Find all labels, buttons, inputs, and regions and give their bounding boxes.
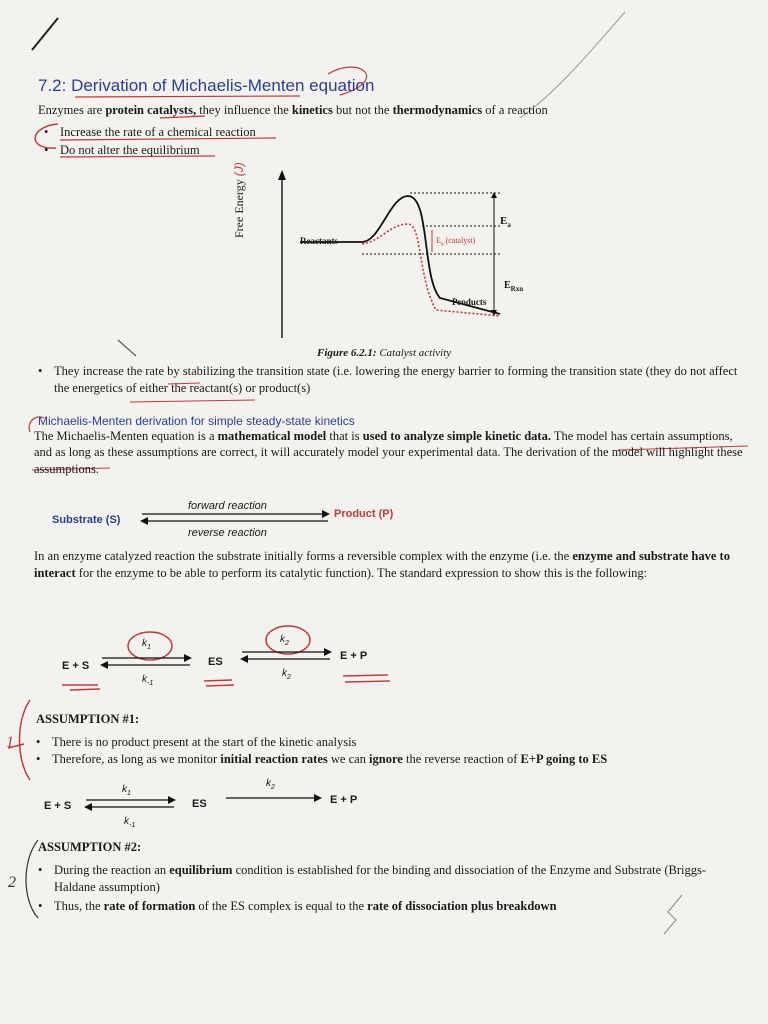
reactants-label: Reactants <box>300 236 338 246</box>
margin-mark-1: 1 <box>6 734 14 751</box>
ea-label: $E_a$ <box>500 215 511 230</box>
scheme1-k2: $k_2$ <box>280 634 289 647</box>
assumption2-bullet-1: • During the reaction an equilibrium condition is established for the binding and dissociation of the Enzyme and Substrate (Briggs-Haldane assumption) <box>54 862 744 895</box>
assumption1-bullet-1: • There is no product present at the start of the kinetic analysis <box>52 734 356 751</box>
subheading: Michaelis-Menten derivation for simple steady-state kinetics <box>38 414 355 428</box>
assumption2-title: ASSUMPTION #2: <box>38 840 142 854</box>
reverse-reaction-label: reverse reaction <box>188 527 267 539</box>
scheme1-km1: $k_{-1}$ <box>142 674 154 687</box>
intro-bullet-1: • Increase the rate of a chemical reaction <box>60 124 256 141</box>
ea-catalyst-label: $E_a$ (catalyst) <box>436 236 476 248</box>
scheme2-k2: $k_2$ <box>266 778 275 791</box>
mm-paragraph: The Michaelis-Menten equation is a mathematical model that is used to analyze simple kinetic data. The model has certain assumptions, and as long as these assumptions are correct, it will accurately model your experimental data. The derivation of the model will highlight these assumptions. <box>34 429 743 476</box>
scheme2-km1: $k_{-1}$ <box>124 816 136 829</box>
assumption1-bullet-2: • Therefore, as long as we monitor initial reaction rates we can ignore the reverse reaction of E+P going to ES <box>52 751 712 768</box>
complex-paragraph: In an enzyme catalyzed reaction the substrate initially forms a reversible complex with the enzyme (i.e. the enzyme and substrate have to interact for the enzyme to be able to perform its catalytic function). The standard expression to show this is the following: <box>34 549 730 580</box>
figure-caption: Figure 6.2.1: Catalyst activity <box>317 347 452 359</box>
energy-diagram <box>250 168 540 348</box>
substrate-label: Substrate (S) <box>52 514 121 526</box>
y-axis-label: Free Energy (J) <box>232 162 246 238</box>
assumption2-bullet-2: • Thus, the rate of formation of the ES complex is equal to the rate of dissociation plus breakdown <box>54 898 744 915</box>
scheme2-complex: ES <box>192 798 207 810</box>
scheme1-product: E + P <box>340 650 368 662</box>
scheme1-km2: $k_2$ <box>282 668 291 681</box>
scheme1-complex: ES <box>208 656 223 668</box>
scheme1-arrow-2 <box>238 646 334 664</box>
scheme1-arrow-1 <box>98 652 194 670</box>
page-title: 7.2: Derivation of Michaelis-Menten equation <box>38 76 375 95</box>
transition-bullet: • They increase the rate by stabilizing the transition state (i.e. lowering the energy barrier to forming the transition state (they do not affect the energetics of either the reactant(s) or product(s) <box>54 363 744 396</box>
scheme2-product: E + P <box>330 794 358 806</box>
scheme1-es: E + S <box>62 660 90 672</box>
products-label: Products <box>452 297 487 307</box>
margin-mark-2: 2 <box>8 874 16 891</box>
scheme2-es: E + S <box>44 800 72 812</box>
scheme2-k1: $k_1$ <box>122 784 131 797</box>
assumption1-title: ASSUMPTION #1: <box>36 712 140 726</box>
scheme1-k1: $k_1$ <box>142 638 151 651</box>
erxn-label: $E_{Rxn}$ <box>504 280 524 293</box>
scheme2-arrow-2 <box>224 792 324 804</box>
forward-reaction-label: forward reaction <box>188 500 267 512</box>
intro-bullet-2: • Do not alter the equilibrium <box>60 142 200 159</box>
intro-paragraph: Enzymes are protein catalysts, they influence the kinetics but not the thermodynamics of a reaction <box>38 103 548 117</box>
product-label: Product (P) <box>334 508 394 520</box>
